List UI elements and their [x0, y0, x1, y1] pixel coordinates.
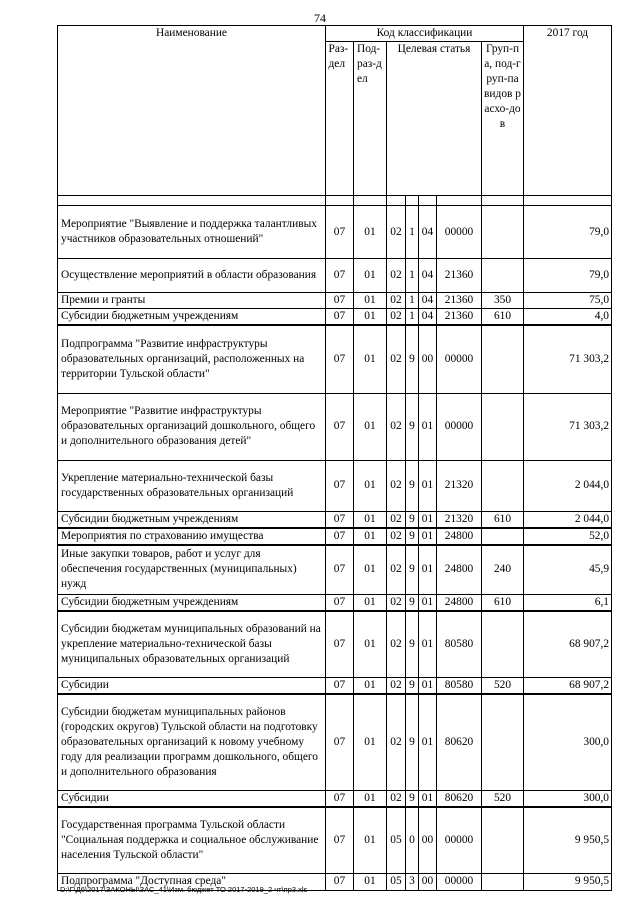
row-code-razdel: 07 — [326, 595, 354, 612]
row-amount: 4,0 — [524, 309, 612, 326]
row-code-cs1: 02 — [387, 611, 406, 677]
row-amount: 2 044,0 — [524, 460, 612, 511]
row-name: Субсидии — [58, 677, 326, 694]
header-name: Наименование — [58, 26, 326, 196]
row-code-razdel: 07 — [326, 873, 354, 890]
row-code-cs2: 9 — [406, 325, 419, 393]
header-section: Раз-дел — [328, 43, 349, 70]
row-code-razdel: 07 — [326, 677, 354, 694]
row-code-cs4: 80580 — [437, 611, 482, 677]
row-code-cs3: 00 — [419, 873, 437, 890]
row-name: Субсидии бюджетным учреждениям — [58, 595, 326, 612]
row-code-cs2: 9 — [406, 511, 419, 528]
table-row — [58, 325, 612, 393]
row-code-cs3: 00 — [419, 807, 437, 873]
row-code-cs4: 24800 — [437, 595, 482, 612]
row-name: Субсидии бюджетам муниципальных образований на укрепление материально-технической базы муниципальных образовательных организаций — [58, 611, 326, 677]
row-code-cs3: 04 — [419, 309, 437, 326]
row-code-razdel: 07 — [326, 293, 354, 309]
row-code-cs4: 00000 — [437, 325, 482, 393]
row-code-cs1: 02 — [387, 791, 406, 808]
row-code-razdel: 07 — [326, 393, 354, 460]
table-row — [58, 528, 612, 545]
row-code-cs3: 04 — [419, 293, 437, 309]
row-code-cs2: 9 — [406, 677, 419, 694]
row-code-vr — [482, 206, 524, 259]
table-row — [58, 611, 612, 677]
row-code-vr: 520 — [482, 791, 524, 808]
row-amount: 300,0 — [524, 791, 612, 808]
header-target: Целевая статья — [387, 42, 482, 196]
row-code-cs4: 24800 — [437, 528, 482, 545]
row-code-vr — [482, 611, 524, 677]
row-code-cs2: 9 — [406, 611, 419, 677]
row-name: Укрепление материально-технической базы государственных образовательных организаций — [58, 460, 326, 511]
row-amount: 52,0 — [524, 528, 612, 545]
row-code-razdel: 07 — [326, 325, 354, 393]
row-code-cs4: 21320 — [437, 511, 482, 528]
row-code-vr: 610 — [482, 511, 524, 528]
row-amount: 68 907,2 — [524, 677, 612, 694]
row-code-razdel: 07 — [326, 545, 354, 595]
row-name: Государственная программа Тульской области "Социальная поддержка и социальное обслуживание населения Тульской области" — [58, 807, 326, 873]
table-row — [58, 460, 612, 511]
row-code-podrazdel: 01 — [354, 528, 387, 545]
row-code-razdel: 07 — [326, 206, 354, 259]
header-code: Код классификации — [326, 26, 524, 42]
row-code-podrazdel: 01 — [354, 460, 387, 511]
row-code-razdel: 07 — [326, 807, 354, 873]
row-code-cs4: 00000 — [437, 873, 482, 890]
row-amount: 68 907,2 — [524, 611, 612, 677]
row-code-cs4: 00000 — [437, 807, 482, 873]
row-code-cs4: 80620 — [437, 694, 482, 791]
row-code-vr — [482, 325, 524, 393]
table-row — [58, 259, 612, 293]
row-name: Субсидии — [58, 791, 326, 808]
row-code-podrazdel: 01 — [354, 206, 387, 259]
row-code-podrazdel: 01 — [354, 309, 387, 326]
row-code-podrazdel: 01 — [354, 873, 387, 890]
header-year: 2017 год — [524, 26, 612, 196]
row-code-podrazdel: 01 — [354, 694, 387, 791]
row-code-cs3: 01 — [419, 611, 437, 677]
row-name: Субсидии бюджетам муниципальных районов (городских округов) Тульской области на подготовку образовательных организаций к новому учебному году для реализации программ дошкольного, общего и дополнительного образования — [58, 694, 326, 791]
row-code-cs1: 05 — [387, 873, 406, 890]
row-code-cs2: 9 — [406, 393, 419, 460]
row-code-razdel: 07 — [326, 511, 354, 528]
row-code-podrazdel: 01 — [354, 611, 387, 677]
row-code-podrazdel: 01 — [354, 677, 387, 694]
row-code-vr: 610 — [482, 309, 524, 326]
row-code-podrazdel: 01 — [354, 259, 387, 293]
table-row — [58, 511, 612, 528]
row-name: Мероприятие "Развитие инфраструктуры образовательных организаций дошкольного, общего и дополнительного образования детей" — [58, 393, 326, 460]
row-code-razdel: 07 — [326, 259, 354, 293]
row-code-podrazdel: 01 — [354, 325, 387, 393]
table-row — [58, 309, 612, 326]
row-code-cs2: 1 — [406, 206, 419, 259]
row-code-cs4: 80620 — [437, 791, 482, 808]
row-code-cs4: 00000 — [437, 206, 482, 259]
header-group: Груп-па, под-груп-па видов расхо-дов — [484, 43, 521, 130]
row-code-cs3: 01 — [419, 595, 437, 612]
row-code-vr — [482, 460, 524, 511]
row-name: Субсидии бюджетным учреждениям — [58, 511, 326, 528]
row-name: Мероприятие "Выявление и поддержка талантливых участников образовательных отношений" — [58, 206, 326, 259]
row-code-cs1: 02 — [387, 595, 406, 612]
row-code-cs1: 02 — [387, 460, 406, 511]
row-amount: 9 950,5 — [524, 873, 612, 890]
row-code-cs4: 00000 — [437, 393, 482, 460]
row-code-vr: 350 — [482, 293, 524, 309]
row-code-cs1: 02 — [387, 293, 406, 309]
file-path-footer: D:\Г\Д6\2017\ЗАКОНЫ\ЗАС_41\Изм. бюджет ТО 2017-2019_2 чт\пр3.xls — [60, 885, 308, 894]
row-code-cs1: 02 — [387, 309, 406, 326]
row-code-cs2: 9 — [406, 595, 419, 612]
table-row — [58, 206, 612, 259]
row-code-vr — [482, 393, 524, 460]
row-code-cs4: 21360 — [437, 309, 482, 326]
row-code-cs1: 02 — [387, 694, 406, 791]
row-code-podrazdel: 01 — [354, 545, 387, 595]
row-amount: 71 303,2 — [524, 325, 612, 393]
row-code-cs4: 80580 — [437, 677, 482, 694]
budget-table — [57, 25, 612, 891]
row-code-razdel: 07 — [326, 460, 354, 511]
header-subsection: Под-раз-дел — [357, 43, 382, 85]
row-code-vr — [482, 528, 524, 545]
row-code-podrazdel: 01 — [354, 393, 387, 460]
row-code-cs3: 01 — [419, 545, 437, 595]
row-code-vr — [482, 807, 524, 873]
row-code-cs4: 21360 — [437, 259, 482, 293]
row-code-razdel: 07 — [326, 791, 354, 808]
row-code-cs3: 01 — [419, 677, 437, 694]
row-amount: 71 303,2 — [524, 393, 612, 460]
row-code-cs1: 02 — [387, 511, 406, 528]
row-code-cs3: 01 — [419, 393, 437, 460]
row-code-cs2: 1 — [406, 309, 419, 326]
row-code-cs3: 01 — [419, 528, 437, 545]
row-code-vr: 520 — [482, 677, 524, 694]
row-code-cs2: 3 — [406, 873, 419, 890]
row-code-cs3: 04 — [419, 206, 437, 259]
row-code-vr: 240 — [482, 545, 524, 595]
row-code-cs2: 9 — [406, 545, 419, 595]
row-amount: 9 950,5 — [524, 807, 612, 873]
row-code-razdel: 07 — [326, 694, 354, 791]
table-row — [58, 694, 612, 791]
table-row — [58, 293, 612, 309]
table-row — [58, 807, 612, 873]
row-code-podrazdel: 01 — [354, 791, 387, 808]
row-code-cs1: 02 — [387, 206, 406, 259]
row-code-podrazdel: 01 — [354, 807, 387, 873]
row-code-vr — [482, 694, 524, 791]
row-code-podrazdel: 01 — [354, 595, 387, 612]
row-code-cs3: 04 — [419, 259, 437, 293]
row-code-cs1: 02 — [387, 545, 406, 595]
row-name: Мероприятия по страхованию имущества — [58, 528, 326, 545]
header-spacer — [58, 196, 612, 206]
row-code-cs3: 01 — [419, 791, 437, 808]
row-code-cs2: 1 — [406, 259, 419, 293]
row-code-cs1: 02 — [387, 393, 406, 460]
row-code-cs2: 1 — [406, 293, 419, 309]
table-row — [58, 393, 612, 460]
row-code-cs4: 21360 — [437, 293, 482, 309]
row-code-razdel: 07 — [326, 611, 354, 677]
row-amount: 6,1 — [524, 595, 612, 612]
row-code-vr: 610 — [482, 595, 524, 612]
row-code-podrazdel: 01 — [354, 293, 387, 309]
row-code-cs1: 02 — [387, 259, 406, 293]
row-amount: 2 044,0 — [524, 511, 612, 528]
row-amount: 300,0 — [524, 694, 612, 791]
row-code-cs3: 01 — [419, 460, 437, 511]
row-code-cs1: 02 — [387, 528, 406, 545]
row-code-cs2: 9 — [406, 528, 419, 545]
row-name: Субсидии бюджетным учреждениям — [58, 309, 326, 326]
row-code-vr — [482, 259, 524, 293]
table-row — [58, 677, 612, 694]
row-amount: 45,9 — [524, 545, 612, 595]
row-amount: 75,0 — [524, 293, 612, 309]
table-row — [58, 791, 612, 808]
row-code-cs4: 24800 — [437, 545, 482, 595]
row-code-cs2: 0 — [406, 807, 419, 873]
row-amount: 79,0 — [524, 259, 612, 293]
row-code-cs2: 9 — [406, 694, 419, 791]
row-code-vr — [482, 873, 524, 890]
row-code-cs3: 00 — [419, 325, 437, 393]
row-code-cs4: 21320 — [437, 460, 482, 511]
page-number: 74 — [314, 11, 326, 25]
row-name: Осуществление мероприятий в области образования — [58, 259, 326, 293]
row-code-podrazdel: 01 — [354, 511, 387, 528]
row-code-cs3: 01 — [419, 694, 437, 791]
table-row — [58, 595, 612, 612]
table-row — [58, 545, 612, 595]
row-name: Подпрограмма "Доступная среда" — [58, 873, 326, 890]
row-code-cs2: 9 — [406, 791, 419, 808]
row-code-cs3: 01 — [419, 511, 437, 528]
row-code-cs1: 05 — [387, 807, 406, 873]
row-code-cs1: 02 — [387, 677, 406, 694]
row-name: Подпрограмма "Развитие инфраструктуры образовательных организаций, расположенных на территории Тульской области" — [58, 325, 326, 393]
row-amount: 79,0 — [524, 206, 612, 259]
row-code-cs2: 9 — [406, 460, 419, 511]
row-name: Премии и гранты — [58, 293, 326, 309]
row-code-cs1: 02 — [387, 325, 406, 393]
row-code-razdel: 07 — [326, 309, 354, 326]
row-code-razdel: 07 — [326, 528, 354, 545]
row-name: Иные закупки товаров, работ и услуг для обеспечения государственных (муниципальных) нужд — [58, 545, 326, 595]
